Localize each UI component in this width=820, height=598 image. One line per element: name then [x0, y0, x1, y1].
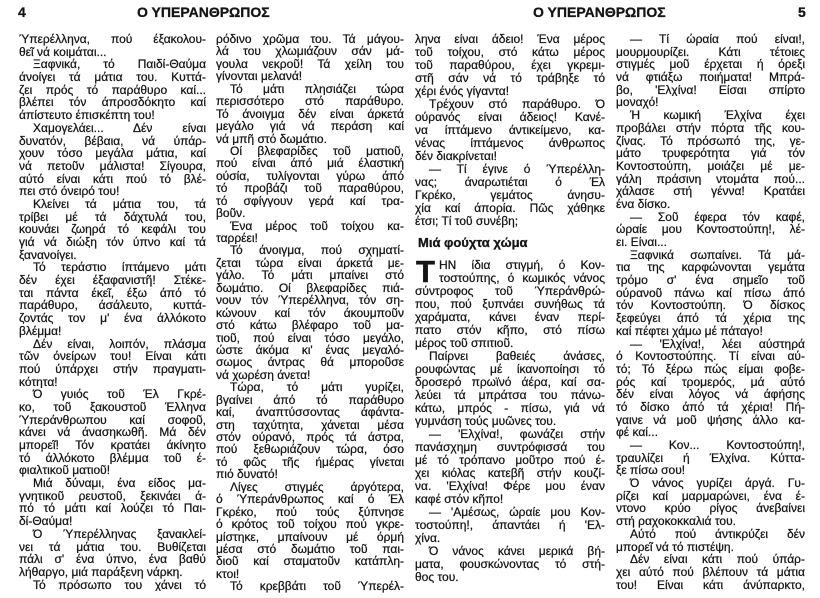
text-line: τρόμο σ' ένα σημεῖο τοῦ	[616, 274, 805, 287]
text-line: Ό νάνος γυρίζει άργά. Γυ-	[630, 477, 805, 490]
text-line: άνοίγει τά μάτια του. Κυττά-	[19, 71, 206, 84]
paragraph	[19, 33, 206, 58]
text-line: του! Είναι κάτι άνύπαρκτο,	[616, 578, 805, 592]
paragraph	[415, 33, 605, 98]
text-line: βοῦν.	[216, 207, 246, 220]
paragraph	[415, 163, 605, 228]
paragraph	[616, 249, 805, 338]
text-line: ξεφεύγει άπό τά χέρια της	[616, 312, 805, 325]
text-line: Μιά δύναμι, ένα είδος μα-	[33, 477, 206, 490]
text-line: ώστε άκόμα κι' ένας μεγαλό-	[216, 343, 404, 357]
text-line: ει. Είναι...	[616, 236, 667, 249]
text-line: πού είναι άπό μιά έλαστική	[216, 157, 404, 170]
paragraph	[616, 528, 805, 553]
text-line: σωμος άντρας θά μποροῦσε	[216, 356, 404, 369]
paragraph	[415, 350, 605, 428]
text-line: λεύει τά μπράτσα του πάνω-	[415, 389, 605, 402]
text-line: νας; άναρωτιέται ό Έλ	[415, 176, 605, 189]
text-line: ται πάντα έκεῖ, έξω άπό τό	[19, 286, 206, 300]
text-line: — 'Ελχίνα!, λέει αύστηρά	[630, 337, 805, 351]
text-line: γνητικοῦ ρευστοῦ, ξεκινάει ά-	[19, 489, 206, 503]
text-line: χέρι ένός γίγαντα!	[415, 85, 510, 98]
right-page	[410, 0, 820, 598]
paragraph	[616, 211, 805, 249]
paragraph	[19, 58, 206, 121]
text-line: Ξαφνικά σωπαίνει. Τά μά-	[630, 248, 805, 262]
text-line: χει αύτό πού βλέπουν τά μάτια	[616, 565, 805, 579]
text-line: τό σφίγγουν γερά καί τρα-	[216, 194, 404, 208]
text-line: νά χωρέση άνετα!	[216, 368, 311, 382]
text-line: χαράματα, κάνει έναν περί-	[415, 311, 605, 324]
text-line: Αύτό πού άντικρύζει δέν	[630, 527, 805, 541]
text-line: γαινε νά μοῦ ψήσης άλλο κα-	[616, 413, 805, 427]
text-line: Ό γυιός τοῦ Έλ Γκρέ-	[33, 388, 206, 401]
text-line: κουνάει ζωηρά τό κεφάλι του	[19, 223, 206, 236]
text-line: τό δίσκο άπό τά χέρια! Πή-	[616, 400, 805, 414]
paragraph	[216, 381, 404, 481]
running-title: Ο ΥΠΕΡΑΝΘΡΩΠΟΣ	[533, 4, 666, 20]
paragraph	[616, 33, 805, 109]
text-line: μάτο τρυφερότητα γιά τόν	[616, 147, 805, 160]
paragraph	[616, 477, 805, 528]
text-line: Τό πρόσωπο του χάνει τό	[33, 578, 206, 592]
text-line: δέν διακρίνεται!	[415, 150, 497, 163]
text-column	[616, 33, 805, 591]
text-line: μέ τό τρόπανο μοῦτρο πού έ-	[415, 454, 605, 467]
text-line: κότητα!	[19, 375, 58, 389]
text-line: κώνουν καί τόν άκουμποῦν	[216, 306, 404, 320]
text-line: Τό μάτι πλησιάζει τώρα	[230, 82, 404, 96]
text-line: παράθυρο, άσάλευτο, κυττά-	[19, 299, 206, 313]
text-line: τια της καρφώνονται γεμάτα	[616, 261, 805, 275]
text-line: χία καί άπορία. Πῶς χάθηκε	[415, 202, 605, 215]
paragraph	[216, 220, 404, 245]
text-line: ώραίε μου Κοντοστούπη!, λέ-	[616, 223, 805, 236]
text-line: να. 'Ελχίνα! Φέρε μου έναν	[415, 480, 605, 493]
text-line: που, πού ξυπνάει συνήθως τά	[415, 298, 605, 311]
text-line: Κλείνει τά μάτια του, τά	[33, 197, 206, 211]
text-line: Δέν είναι κάτι πού ύπάρ-	[630, 553, 805, 566]
text-line: ξανανοίγει.	[19, 248, 77, 262]
text-line: γάλη πράσινη ντομάτα πού...	[616, 172, 805, 186]
text-line: Τό άνοιγμα δέν είναι άρκετά	[216, 107, 404, 121]
text-line: ούρανός είναι άδειος! Κανέ-	[415, 111, 605, 124]
text-line: μέσα στό δωμάτιο τοῦ παι-	[216, 542, 404, 556]
text-line: τόν Κοντοστούπη. Ό δίσκος	[616, 299, 805, 313]
text-line: πού ύπάρχει στήν πραγματι-	[19, 362, 206, 376]
text-line: γυμνάση τούς μυῶνες του.	[415, 415, 557, 428]
text-line: στή ραχοκοκκαλιά του.	[616, 515, 736, 528]
text-line: έτσι; Τί τοῦ συνέβη;	[415, 215, 519, 228]
text-line: δέν είναι λόγος νά άφήσης	[616, 388, 805, 401]
text-line: Ή κωμική Έλχίνα έχει	[630, 109, 805, 122]
paragraph	[19, 338, 206, 389]
text-line: Παίρνει βαθειές άνάσες,	[429, 350, 605, 363]
text-line: τό προβάζι τοῦ παραθύρου,	[216, 182, 404, 195]
text-line: τρίβει μέ τά δάχτυλά του,	[19, 210, 206, 224]
text-line: ένα δίσκο.	[616, 197, 671, 211]
text-line: μίστηκε, μπαίνουν μέ όρμή	[216, 530, 404, 543]
text-line: Τώρα, τό μάτι γυρίζει,	[230, 381, 404, 394]
text-line: ντονο κρύο ρίγος άνεβαίνει	[616, 502, 805, 516]
text-line: κάνει νά άνασηκωθῆ. Μά δέν	[19, 426, 206, 439]
paragraph	[616, 109, 805, 211]
text-line: μεγάλο γιά νά περάση καί	[216, 120, 404, 133]
text-line: να ίπτάμενο άντικείμενο, κα-	[415, 124, 605, 137]
text-line: Ύπερέλληνα, πού έξακολου-	[19, 33, 206, 46]
text-line: καί πέφτει χάμω μέ πάταγο!	[616, 324, 763, 338]
text-line: τοῦ παραθύρου, έχει γκρεμι-	[415, 59, 605, 72]
text-line: ρουφώντας μέ ίκανοποίησι τό	[415, 363, 605, 376]
text-line: γίνονται μελανά!	[216, 70, 303, 83]
text-line: κο, τοῦ ξακουστοῦ Έλληνα	[19, 400, 206, 414]
paragraph	[415, 254, 605, 350]
text-line: χίνα.	[415, 532, 441, 545]
paragraph	[415, 545, 605, 584]
text-line: άπίστευτο έπισκέπτη του!	[19, 109, 155, 122]
drop-cap: Τ	[416, 254, 435, 289]
text-line: Ό νάνος κάνει μερικά βή-	[429, 545, 605, 558]
paragraph	[415, 506, 605, 545]
text-line: διοῦ καί σταματοῦν κατάπλη-	[216, 555, 404, 568]
text-line: βο, 'Ελχίνα! Είσαι σπίρτο	[616, 83, 805, 97]
text-line: — 'Αμέσως, ώραίε μου Κον-	[429, 506, 605, 519]
text-line: ό κρότος τοῦ τοίχου πού γκρε-	[216, 518, 404, 531]
text-line: ό Ύπεράνθρωπος καί ό Έλ	[216, 493, 404, 506]
text-line: ρόδινο χρῶμα του. Τά μάγου-	[216, 33, 404, 46]
text-line: μοναχό!	[616, 96, 659, 110]
text-line: ΗΝ ίδια στιγμή, ό Κον-	[439, 259, 605, 272]
text-line: ούρανοῦ πάνω καί πίσω άπό	[616, 286, 805, 300]
page-number: 5	[798, 4, 806, 20]
paragraph	[216, 481, 404, 581]
text-line: — 'Ελχίνα!, φωνάζει στήν	[429, 428, 605, 441]
text-line: πανάσχημη συντρόφισσά του	[415, 441, 605, 454]
text-line: ούσία, τυλίγονται γύρω άπό	[216, 169, 404, 183]
text-line: Γκρέκο, πού τούς ξύπνησε	[216, 505, 404, 519]
text-line: καί, άναπτύσσοντας άφάντα-	[216, 406, 404, 419]
text-line: ξε πίσω σου!	[616, 464, 686, 478]
text-line: νά μπῆ στό δωμάτιο.	[216, 132, 327, 145]
text-line: τιοῦ, πού είναι τόσο μεγάλο,	[216, 331, 404, 344]
text-column	[216, 33, 404, 593]
paragraph	[216, 83, 404, 145]
text-line: τό φῶς τῆς ήμέρας γίνεται	[216, 455, 404, 469]
text-line: πατο στόν κῆπο, στό πίσω	[415, 324, 605, 337]
text-line: χει κιόλας κατεβῆ στήν κουζί-	[415, 467, 605, 480]
paragraph	[19, 122, 206, 198]
text-line: ζεται τώρα είναι άρκετά με-	[216, 256, 404, 270]
page-number: 4	[18, 4, 26, 20]
paragraph	[216, 580, 404, 592]
text-line: ζίνας. Τό πρόσωπό της, γε-	[616, 134, 805, 148]
running-title: Ο ΥΠΕΡΑΝΘΡΩΠΟΣ	[137, 4, 270, 20]
paragraph	[19, 388, 206, 477]
text-line: λά του χλωμιάζουν σάν μά-	[216, 45, 404, 58]
text-line: τοῦ τοίχου, στό κάτω μέρος	[415, 46, 605, 59]
text-line: — Τί ώραία πού είναι!,	[630, 33, 805, 46]
text-line: πάλι σ' ένα ύπνο, ένα βαθύ	[19, 553, 206, 566]
text-line: δωμάτιο. Οί βλεφαρίδες πιά-	[216, 281, 404, 295]
text-line: γιά νά διώξη τόν ύπνο καί τά	[19, 236, 206, 249]
text-line: νένας ίπτάμενος άνθρωπος	[415, 137, 605, 150]
text-line: βγαίνει άπό τό παράθυρο	[216, 393, 404, 407]
paragraph	[216, 244, 404, 381]
text-line: στη ταχύτητα, χάνεται μέσα	[216, 418, 404, 431]
text-line: — Κον... Κοντοστούπη!,	[630, 439, 805, 452]
paragraph	[616, 338, 805, 440]
text-line: τῶν όνείρων του! Είναι κάτι	[19, 350, 206, 363]
text-line: τοστούπης, ό κωμικός νάνος	[439, 272, 605, 285]
text-line: θος του.	[415, 571, 459, 584]
text-line: προβάλει στήν πόρτα τῆς κου-	[616, 121, 805, 135]
text-line: Τό κρεββάτι τοῦ Ύπερέλ-	[230, 580, 404, 593]
text-line: δροσερό πρωϊνό άέρα, καί σα-	[415, 376, 605, 389]
paragraph	[19, 477, 206, 528]
text-line: στῆ σάν νά τό τράβηξε τό	[415, 72, 605, 85]
paragraph	[19, 261, 206, 337]
text-line: μπορεῖ! Τόν κρατάει άκίνητο	[19, 439, 206, 452]
text-line: Κοντοστούπη, μοιάζει μέ με-	[616, 159, 805, 173]
section-heading: Μιά φούχτα χώμα	[418, 235, 528, 250]
text-line: βλέμμα!	[19, 324, 62, 338]
text-line: Τό τεράστιο ίπτάμενο μάτι	[33, 261, 206, 275]
text-line: νει τά μάτια του. Βυθίζεται	[19, 540, 206, 554]
text-line: ματα, φουσκώνοντας τό στή-	[415, 558, 605, 571]
text-line: ρίζει καί μαρμαρώνει, ένα έ-	[616, 489, 805, 503]
text-line: Ξαφνικά, τό Παιδί-Θαύμα	[33, 58, 206, 72]
text-line: στόν ούρανό, πρός τά άστρα,	[216, 431, 404, 444]
text-line: ταρρέει!	[216, 232, 258, 245]
text-line: ό Κοντοστούπης. Τί είναι αύ-	[616, 350, 805, 363]
text-line: καφέ στόν κῆπο!	[415, 493, 504, 506]
text-line: Λίγες στιγμές άργότερα,	[230, 480, 404, 494]
text-line: ζοντάς τον μ' ένα άλλόκοτο	[19, 312, 206, 325]
text-line: στό κάτω βλέφαρο τοῦ μα-	[216, 319, 404, 332]
text-line: νά φτιάξω ποιήματα! Μπρά-	[616, 71, 805, 84]
text-line: ληνα είναι άδειο! Ένα μέρος	[415, 33, 605, 46]
paragraph	[19, 198, 206, 261]
text-line: ζει πρός τό παράθυρο καί...	[19, 83, 206, 97]
text-line: στιγμές μοῦ έρχεται ή όρεξι	[616, 58, 805, 72]
text-line: δί-Θαύμα!	[19, 515, 73, 528]
paragraph	[415, 428, 605, 506]
text-line: κάτω, μπρός - πίσω, γιά νά	[415, 402, 605, 415]
text-line: — Σοῦ έφερα τόν καφέ,	[630, 210, 805, 224]
text-column	[415, 33, 605, 584]
text-line: χάλασε στή γέννα! Κρατάει	[616, 185, 805, 198]
paragraph	[415, 98, 605, 163]
text-line: — Τί έγινε ό Ύπερέλλη-	[429, 163, 605, 176]
text-line: πού ξεθωριάζουν τώρα, όσο	[216, 443, 404, 456]
paragraph	[216, 145, 404, 220]
text-line: τοστούπη!, άπαντάει ή 'Ελ-	[415, 519, 605, 532]
text-line: μουρμουρίζει. Κάτι τέτοιες	[616, 45, 805, 59]
text-line: Ύπεράνθρωπου καί σοφοῦ,	[19, 413, 206, 427]
text-line: πει στό όνειρό του!	[19, 185, 120, 198]
text-column	[19, 33, 206, 591]
text-line: μέρος τοῦ σπιτιοῦ.	[415, 337, 514, 350]
text-line: Χαμογελάει... Δέν είναι	[33, 121, 206, 135]
paragraph	[19, 579, 206, 592]
text-line: χουν τόσο μεγάλα μάτια, καί	[19, 147, 206, 160]
text-line: δυνατόν, βέβαια, νά ύπάρ-	[19, 134, 206, 148]
text-line: Τό άνοιγμα, πού σχηματί-	[230, 244, 404, 257]
text-line: αύτό είναι κάτι πού τό βλέ-	[19, 172, 206, 186]
text-line: πιό δυνατό!	[216, 468, 278, 481]
text-line: Ό Ύπερέλληνας ξανακλεί-	[33, 527, 206, 541]
text-line: Δέν είναι, λοιπόν, πλάσμα	[33, 337, 206, 351]
text-line: τραυλίζει ή Έλχίνα. Κύττα-	[616, 451, 805, 465]
text-line: θεῖ νά κοιμάται...	[19, 45, 107, 59]
text-line: γουλα νεκροῦ! Τά χείλη του	[216, 57, 404, 71]
text-line: δέν έχει έξαφανιστῆ! Στέκε-	[19, 274, 206, 287]
text-line: Τρέχουν στό παράθυρο. Ό	[429, 98, 605, 111]
text-line: ρός καί τρομερός, μά αύτό	[616, 375, 805, 389]
text-line: περισσότερο στό παράθυρο.	[216, 95, 404, 108]
paragraph	[216, 33, 404, 83]
text-line: λήθαργο, μιά παράξενη νάρκη.	[19, 565, 183, 579]
paragraph	[616, 553, 805, 591]
text-line: κτοι!	[216, 567, 240, 581]
text-line: νουν τόν Ύπερέλληνα, τόν ση-	[216, 294, 404, 307]
paragraph	[19, 528, 206, 579]
text-line: βλέπει τόν άπροσδόκητο καί	[19, 96, 206, 110]
text-line: πό τό μάτι καί λούζει τό Παι-	[19, 502, 206, 516]
text-line: γάλο. Τό μάτι μπαίνει στό	[216, 269, 404, 282]
text-line: φέ καί...	[616, 426, 658, 439]
text-line: σύντροφος τοῦ Ύπεράνθρώ-	[415, 285, 605, 298]
text-line: νά πετοῦν μάλιστα! Σίγουρα,	[19, 159, 206, 173]
text-line: Οί βλεφαρίδες τοῦ ματιοῦ,	[230, 144, 404, 158]
text-line: Ένα μέρος τοῦ τοίχου κα-	[230, 219, 404, 232]
text-line: τό; Τό ξέρω πώς είμαι φοβε-	[616, 362, 805, 376]
text-line: φιαλτικοῦ ματιοῦ!	[19, 464, 111, 478]
text-line: τό άλλόκοτο βλέμμα τοῦ έ-	[19, 451, 206, 465]
paragraph	[616, 439, 805, 477]
text-line: μπορεῖ νά τό πιστέψη.	[616, 540, 734, 554]
text-line: Γκρέκο, γεμάτος άνησυ-	[415, 189, 605, 202]
